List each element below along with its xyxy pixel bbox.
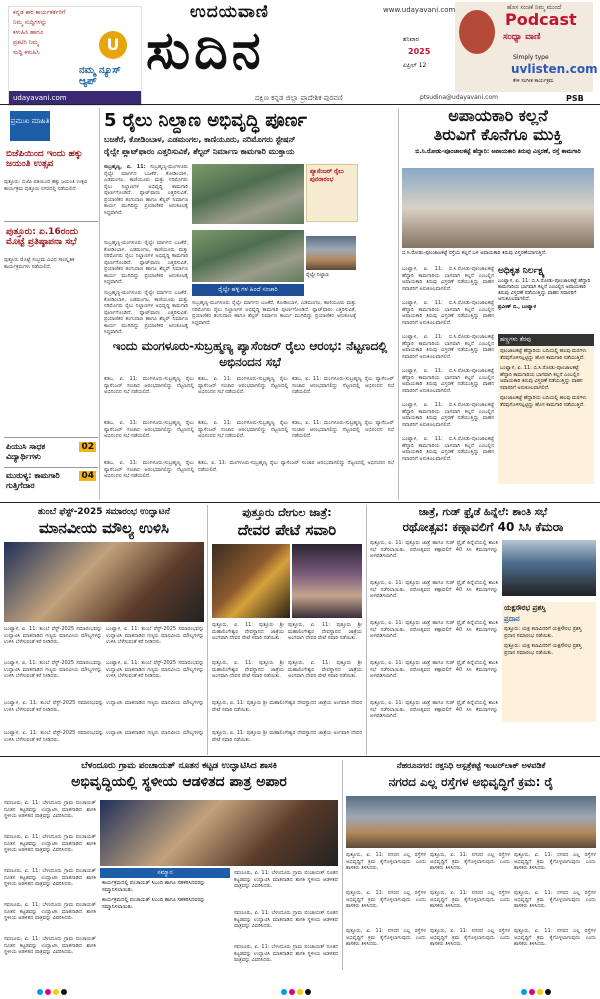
- story3-caption: ಬಿ.ಸಿ.ರೋಡು-ಪೂಂಜಾಲಕಟ್ಟೆ ರಸ್ತೆಯ ಕಲ್ಲನೆ ಬಳಿ ಅಪಾಯಕಾರಿ ತಿರುವು ವಿಸ್ತರಣೆಯಾಗುತ್ತಿದೆ.: [402, 250, 547, 256]
- info-box-text: ಬಂಟ್ವಾಳ, ಏ. 11: ಬಿ.ಸಿ.ರೋಡು-ಪೂಂಜಾಲಕಟ್ಟೆ ಹೆದ್ದಾರಿ ಕಾಮಗಾರಿಯ ಭಾಗವಾಗಿ ಕಲ್ಲನೆ ಎಂಬಲ್ಲಿನ ಅಪಾಯಕಾರಿ ತಿರುವು ವಿಸ್ತರಣೆ ನಡೆಯುತ್ತಿದ್ದು ವಾಹನ ಸವಾರರಿಗೆ ಅನುಕೂಲವಾಗಲಿದೆ.: [500, 365, 583, 391]
- story5-body: ಪುತ್ತೂರು, ಏ. 11: ಪುತ್ತೂರು ಶ್ರೀ ಮಹಾಲಿಂಗೇಶ್ವರ ದೇವಸ್ಥಾನದ ಜಾತ್ರೆಯ ಅಂಗವಾಗಿ ದೇವರ ಪೇಟೆ ಸವಾರಿ ನಡೆಯಿತು.: [288, 622, 362, 641]
- teaser-label: ಪಿಯುಸಿ ಸಾಧಕ ವಿದ್ಯಾರ್ಥಿಗಳು: [6, 442, 46, 461]
- box-text: ಪುತ್ತೂರು: ಯಕ್ಷ ಕಲಾವಿದರಿಗೆ ಯಕ್ಷಸೌರಭ ಪ್ರಶಸ್ತಿ ಪ್ರದಾನ ಸಮಾರಂಭ ನಡೆಯಿತು.: [504, 626, 582, 639]
- story7-body: ಸವಣೂರು, ಏ. 11: ಬೆಳಂದೂರು ಗ್ರಾಮ ಪಂಚಾಯತ್ ನೂತನ ಕಟ್ಟಡವನ್ನು ಉದ್ಘಾಟಿಸಿ ಮಾತನಾಡಿದ ಶಾಸಕಿ ಸ್ಥಳೀಯ ಆಡಳಿತದ ಪಾತ್ರವನ್ನು ವಿವರಿಸಿದರು.: [234, 870, 338, 889]
- divider: [4, 437, 98, 438]
- column-rule: [366, 505, 367, 755]
- ad-brand: udayavani.com: [9, 91, 141, 105]
- story4-body: ಬಂಟ್ವಾಳ, ಏ. 11: ತುಂಬೆ ಫೆಸ್ಟ್-2025 ಸಮಾರಂಭವನ್ನು ಉದ್ಘಾಟಿಸಿ ಮಾತನಾಡಿದ ಗಣ್ಯರು ಮಾನವೀಯ ಮೌಲ್ಯಗಳನ್ನು ಉಳಿಸಿ ಬೆಳೆಸುವಂತೆ ಕರೆ ನೀಡಿದರು.: [106, 626, 204, 645]
- story5-body: ಪುತ್ತೂರು, ಏ. 11: ಪುತ್ತೂರು ಶ್ರೀ ಮಹಾಲಿಂಗೇಶ್ವರ ದೇವಸ್ಥಾನದ ಜಾತ್ರೆಯ ಅಂಗವಾಗಿ ದೇವರ ಪೇಟೆ ಸವಾರಿ ನಡೆಯಿತು.: [212, 660, 284, 679]
- column-rule: [342, 760, 343, 970]
- issue-date: ಏಪ್ರಿಲ್ 12: [403, 62, 427, 69]
- ad-tune: Simply type: [513, 54, 549, 61]
- story8-body: ಪುತ್ತೂರು, ಏ. 11: ನಗರದ ಎಲ್ಲ ರಸ್ತೆಗಳ ಅಭಿವೃದ್ಧಿಗೆ ಕ್ರಮ ಕೈಗೊಳ್ಳಲಾಗುವುದು ಎಂದು ಶಾಸಕರು ತಿಳಿಸಿದರು.: [346, 852, 426, 871]
- issue-year: 2025: [408, 47, 431, 56]
- story3-headline-line: ಅಪಾಯಕಾರಿ ಕಲ್ಲನೆ: [448, 106, 548, 125]
- photo-caption: ರೈಲ್ವೇ ನಿಲ್ದಾಣ: [306, 272, 329, 278]
- story6-body: ಪುತ್ತೂರು, ಏ. 11: ಪುತ್ತೂರು ಜಾತ್ರೆ ಹಾಗೂ ಗುಡ್ ಫ್ರೈಡೆ ಹಿನ್ನೆಲೆಯಲ್ಲಿ ಶಾಂತಿ ಸಭೆ ನಡೆಸಲಾಯಿತು. ರಥೋತ್ಸವದ ಕಣ್ಗಾವಲಿಗೆ 40 ಸಿಸಿ ಕೆಮರಾಗಳನ್ನು ಅಳವಡಿಸಲಾಗಿದೆ.: [370, 580, 498, 599]
- column-rule: [207, 505, 208, 755]
- registration-dots: [36, 980, 68, 999]
- story8-body: ಪುತ್ತೂರು, ಏ. 11: ನಗರದ ಎಲ್ಲ ರಸ್ತೆಗಳ ಅಭಿವೃದ್ಧಿಗೆ ಕ್ರಮ ಕೈಗೊಳ್ಳಲಾಗುವುದು ಎಂದು ಶಾಸಕರು ತಿಳಿಸಿದರು.: [430, 890, 510, 909]
- info-box-head: ಹಣ್ಣಗಳು ತೆರವು: [498, 334, 594, 346]
- ad-line: ಕನ್ನಡ ಕಾರ ಕಾರ್ಯಕರ್ತರಿಗೆ: [13, 9, 66, 16]
- ad-small: ಹೊಸ ಸಂಚಿಕೆ ನಿಮ್ಮ ಮುಂದೆ: [507, 4, 562, 11]
- story3-headline[interactable]: [402, 106, 594, 144]
- registration-dots: [520, 980, 552, 999]
- story8-body: ಪುತ್ತೂರು, ಏ. 11: ನಗರದ ಎಲ್ಲ ರಸ್ತೆಗಳ ಅಭಿವೃದ್ಧಿಗೆ ಕ್ರಮ ಕೈಗೊಳ್ಳಲಾಗುವುದು ಎಂದು ಶಾಸಕರು ತಿಳಿಸಿದರು.: [514, 852, 596, 871]
- column-rule: [99, 108, 100, 500]
- story1-text2: ಸುಬ್ರಹ್ಮಣ್ಯ-ಮಂಗಳೂರು ರೈಲ್ವೇ ಮಾರ್ಗದ ಬಜಕೆರೆ, ಕೋಡಿಂಬಾಳ, ಎಡಮಂಗಲ, ಕಾಣಿಯೂರು ಮತ್ತು ನರಿಮೊಗರು ರೈಲು ನಿಲ್ದಾಣಗಳ ಅಭಿವೃದ್ಧಿ ಕಾಮಗಾರಿ ಪೂರ್ಣಗೊಂಡಿದೆ. ಪ್ಲಾಟ್‌ಫಾರಂ ಎತ್ತರಿಸುವಿಕೆ, ಪ್ರಯಾಣಿಕರ ತಂಗುದಾಣ ಹಾಗೂ ಶೆಲ್ಟರ್ ನಿರ್ಮಾಣ ಕಾರ್ಯ ಮುಗಿದಿದ್ದು ಪ್ರಯಾಣಿಕರ ಅನುಕೂಲಕ್ಕೆ ಸಿದ್ಧವಾಗಿದೆ.: [192, 300, 356, 326]
- sidebar: [2, 107, 98, 502]
- box-text: ಪುತ್ತೂರು: ಯಕ್ಷ ಕಲಾವಿದರಿಗೆ ಯಕ್ಷಸೌರಭ ಪ್ರಶಸ್ತಿ ಪ್ರದಾನ ಸಮಾರಂಭ ನಡೆಯಿತು.: [504, 643, 582, 656]
- edition-code: PSB: [566, 94, 584, 103]
- yakshasourabha-box: [502, 602, 596, 722]
- section-divider: [0, 502, 600, 503]
- story4-body: ಬಂಟ್ವಾಳ, ಏ. 11: ತುಂಬೆ ಫೆಸ್ಟ್-2025 ಸಮಾರಂಭವನ್ನು ಉದ್ಘಾಟಿಸಿ ಮಾತನಾಡಿದ ಗಣ್ಯರು ಮಾನವೀಯ ಮೌಲ್ಯಗಳನ್ನು ಉಳಿಸಿ ಬೆಳೆಸುವಂತೆ ಕರೆ ನೀಡಿದರು.: [106, 660, 204, 679]
- inauguration-photo: [100, 800, 338, 866]
- story2-body: ಕಡಬ, ಏ. 11: ಮಂಗಳೂರು-ಸುಬ್ರಹ್ಮಣ್ಯ ರೈಲು ಪ್ಯಾಸೆಂಜರ್ ಸಂಚಾರ ಆರಂಭವಾಗಲಿದ್ದು ನೆಟ್ಟಣದಲ್ಲಿ ಅಭಿನಂದನ ಸಭೆ ನಡೆಯಲಿದೆ.: [292, 420, 394, 439]
- story6-body: ಪುತ್ತೂರು, ಏ. 11: ಪುತ್ತೂರು ಜಾತ್ರೆ ಹಾಗೂ ಗುಡ್ ಫ್ರೈಡೆ ಹಿನ್ನೆಲೆಯಲ್ಲಿ ಶಾಂತಿ ಸಭೆ ನಡೆಸಲಾಯಿತು. ರಥೋತ್ಸವದ ಕಣ್ಗಾವಲಿಗೆ 40 ಸಿಸಿ ಕೆಮರಾಗಳನ್ನು ಅಳವಡಿಸಲಾಗಿದೆ.: [370, 620, 498, 639]
- story2-body: ಕಡಬ, ಏ. 11: ಮಂಗಳೂರು-ಸುಬ್ರಹ್ಮಣ್ಯ ರೈಲು ಪ್ಯಾಸೆಂಜರ್ ಸಂಚಾರ ಆರಂಭವಾಗಲಿದ್ದು ನೆಟ್ಟಣದಲ್ಲಿ ಅಭಿನಂದನ ಸಭೆ ನಡೆಯಲಿದೆ.: [198, 460, 394, 473]
- story2-body: ಕಡಬ, ಏ. 11: ಮಂಗಳೂರು-ಸುಬ್ರಹ್ಮಣ್ಯ ರೈಲು ಪ್ಯಾಸೆಂಜರ್ ಸಂಚಾರ ಆರಂಭವಾಗಲಿದ್ದು ನೆಟ್ಟಣದಲ್ಲಿ ಅಭಿನಂದನ ಸಭೆ ನಡೆಯಲಿದೆ.: [292, 376, 394, 395]
- railway-photo: [192, 164, 304, 224]
- story4-body: ಬಂಟ್ವಾಳ, ಏ. 11: ತುಂಬೆ ಫೆಸ್ಟ್-2025 ಸಮಾರಂಭವನ್ನು ಉದ್ಘಾಟಿಸಿ ಮಾತನಾಡಿದ ಗಣ್ಯರು ಮಾನವೀಯ ಮೌಲ್ಯಗಳನ್ನು ಉಳಿಸಿ ಬೆಳೆಸುವಂತೆ ಕರೆ ನೀಡಿದರು.: [4, 660, 102, 679]
- story1-byline: ಸುಬ್ರಹ್ಮಣ್ಯ, ಏ. 11:: [104, 164, 146, 170]
- story1-point: ಬಜಕೆರೆ, ಕೋಡಿಂಬಾಳ, ಎಡಮಂಗಲ, ಕಾಣಿಯೂರು, ನರಿಮೊಗರು ಸ್ಟೇಷನ್: [104, 135, 296, 144]
- story1-text3: ಸುಬ್ರಹ್ಮಣ್ಯ-ಮಂಗಳೂರು ರೈಲ್ವೇ ಮಾರ್ಗದ ಬಜಕೆರೆ, ಕೋಡಿಂಬಾಳ, ಎಡಮಂಗಲ, ಕಾಣಿಯೂರು ಮತ್ತು ನರಿಮೊಗರು ರೈಲು ನಿಲ್ದಾಣಗಳ ಅಭಿವೃದ್ಧಿ ಕಾಮಗಾರಿ ಪೂರ್ಣಗೊಂಡಿದೆ. ಪ್ಲಾಟ್‌ಫಾರಂ ಎತ್ತರಿಸುವಿಕೆ, ಪ್ರಯಾಣಿಕರ ತಂಗುದಾಣ ಹಾಗೂ ಶೆಲ್ಟರ್ ನಿರ್ಮಾಣ ಕಾರ್ಯ ಮುಗಿದಿದ್ದು ಪ್ರಯಾಣಿಕರ ಅನುಕೂಲಕ್ಕೆ ಸಿದ್ಧವಾಗಿದೆ.: [104, 240, 188, 285]
- story7-body: ಸವಣೂರು, ಏ. 11: ಬೆಳಂದೂರು ಗ್ರಾಮ ಪಂಚಾಯತ್ ನೂತನ ಕಟ್ಟಡವನ್ನು ಉದ್ಘಾಟಿಸಿ ಮಾತನಾಡಿದ ಶಾಸಕಿ ಸ್ಥಳೀಯ ಆಡಳಿತದ ಪಾತ್ರವನ್ನು ವಿವರಿಸಿದರು.: [4, 936, 96, 955]
- story2-body: ಕಡಬ, ಏ. 11: ಮಂಗಳೂರು-ಸುಬ್ರಹ್ಮಣ್ಯ ರೈಲು ಪ್ಯಾಸೆಂಜರ್ ಸಂಚಾರ ಆರಂಭವಾಗಲಿದ್ದು ನೆಟ್ಟಣದಲ್ಲಿ ಅಭಿನಂದನ ಸಭೆ ನಡೆಯಲಿದೆ.: [104, 420, 194, 439]
- ad-title: ನಮ್ಮ ನ್ಯೂಸ್ ಆ್ಯಪ್: [79, 65, 121, 87]
- story7-body: ಸವಣೂರು, ಏ. 11: ಬೆಳಂದೂರು ಗ್ರಾಮ ಪಂಚಾಯತ್ ನೂತನ ಕಟ್ಟಡವನ್ನು ಉದ್ಘಾಟಿಸಿ ಮಾತನಾಡಿದ ಶಾಸಕಿ ಸ್ಥಳೀಯ ಆಡಳಿತದ ಪಾತ್ರವನ್ನು ವಿವರಿಸಿದರು.: [4, 800, 96, 819]
- registration-dots: [280, 980, 312, 999]
- banner: ರೈಲ್ವೇ ಹಳ್ಳಿ ಗಳ ಹಿಂದೆ ಸಂಚಾರಿ: [192, 284, 304, 296]
- listen-url[interactable]: uvlisten.com: [511, 62, 598, 76]
- story8-kicker: ನೆಹರೂನಗರ: ರಕ್ತನಿಧಿ ಆಸ್ಪತ್ರೆಕಟ್ಟೆ ಇಂಟರ್‌ಲಾಕ್ ಅಳವಡಿಕೆ: [396, 761, 546, 770]
- story7-body: ಸವಣೂರು, ಏ. 11: ಬೆಳಂದೂರು ಗ್ರಾಮ ಪಂಚಾಯತ್ ನೂತನ ಕಟ್ಟಡವನ್ನು ಉದ್ಘಾಟಿಸಿ ಮಾತನಾಡಿದ ಶಾಸಕಿ ಸ್ಥಳೀಯ ಆಡಳಿತದ ಪಾತ್ರವನ್ನು ವಿವರಿಸಿದರು.: [4, 902, 96, 921]
- story7-body: ಸವಣೂರು, ಏ. 11: ಬೆಳಂದೂರು ಗ್ರಾಮ ಪಂಚಾಯತ್ ನೂತನ ಕಟ್ಟಡವನ್ನು ಉದ್ಘಾಟಿಸಿ ಮಾತನಾಡಿದ ಶಾಸಕಿ ಸ್ಥಳೀಯ ಆಡಳಿತದ ಪಾತ್ರವನ್ನು ವಿವರಿಸಿದರು.: [234, 910, 338, 929]
- ad-line: ಪ್ರಕಟಿಸಿ ನಿಮ್ಮ: [13, 39, 39, 46]
- sudina-logo: ಸುದಿನ: [146, 20, 265, 81]
- story6-headline-line: ರಥೋತ್ಸವ: ಕಣ್ಗಾವಲಿಗೆ 40 ಸಿಸಿ ಕೆಮರಾ: [402, 520, 564, 534]
- samman-text: ಕಾರ್ಯಕ್ರಮದಲ್ಲಿ ಪಂಚಾಯತ್ ಸಿಬಂದಿ ಹಾಗೂ ಸಹಕರಿಸಿದವರನ್ನು ಸಮ್ಮಾನಿಸಲಾಯಿತು.: [102, 880, 206, 893]
- story7-kicker: ಬೆಳಂದೂರು ಗ್ರಾಮ ಪಂಚಾಯತ್ ನೂತನ ಕಟ್ಟಡ ಉದ್ಘಾಟಿಸಿದ ಶಾಸಕಿ: [81, 761, 277, 771]
- story8-body: ಪುತ್ತೂರು, ಏ. 11: ನಗರದ ಎಲ್ಲ ರಸ್ತೆಗಳ ಅಭಿವೃದ್ಧಿಗೆ ಕ್ರಮ ಕೈಗೊಳ್ಳಲಾಗುವುದು ಎಂದು ಶಾಸಕರು ತಿಳಿಸಿದರು.: [346, 890, 426, 909]
- ad-news-app[interactable]: [8, 6, 142, 106]
- story3-body: ಬಂಟ್ವಾಳ, ಏ. 11: ಬಿ.ಸಿ.ರೋಡು-ಪೂಂಜಾಲಕಟ್ಟೆ ಹೆದ್ದಾರಿ ಕಾಮಗಾರಿಯ ಭಾಗವಾಗಿ ಕಲ್ಲನೆ ಎಂಬಲ್ಲಿನ ಅಪಾಯಕಾರಿ ತಿರುವು ವಿಸ್ತರಣೆ ನಡೆಯುತ್ತಿದ್ದು ವಾಹನ ಸವಾರರಿಗೆ ಅನುಕೂಲವಾಗಲಿದೆ.: [402, 266, 494, 292]
- police-photo: [502, 540, 596, 596]
- divider: [4, 221, 98, 222]
- samman-text: ಕಾರ್ಯಕ್ರಮದಲ್ಲಿ ಪಂಚಾಯತ್ ಸಿಬಂದಿ ಹಾಗೂ ಸಹಕರಿಸಿದವರನ್ನು ಸಮ್ಮಾನಿಸಲಾಯಿತು.: [102, 897, 206, 910]
- story3-body: ಬಂಟ್ವಾಳ, ಏ. 11: ಬಿ.ಸಿ.ರೋಡು-ಪೂಂಜಾಲಕಟ್ಟೆ ಹೆದ್ದಾರಿ ಕಾಮಗಾರಿಯ ಭಾಗವಾಗಿ ಕಲ್ಲನೆ ಎಂಬಲ್ಲಿನ ಅಪಾಯಕಾರಿ ತಿರುವು ವಿಸ್ತರಣೆ ನಡೆಯುತ್ತಿದ್ದು ವಾಹನ ಸವಾರರಿಗೆ ಅನುಕೂಲವಾಗಲಿದೆ.: [402, 300, 494, 326]
- samman-head: ಸಮ್ಮಾನ: [100, 868, 230, 878]
- teaser-page: 04: [81, 471, 94, 481]
- story7-body: ಸವಣೂರು, ಏ. 11: ಬೆಳಂದೂರು ಗ್ರಾಮ ಪಂಚಾಯತ್ ನೂತನ ಕಟ್ಟಡವನ್ನು ಉದ್ಘಾಟಿಸಿ ಮಾತನಾಡಿದ ಶಾಸಕಿ ಸ್ಥಳೀಯ ಆಡಳಿತದ ಪಾತ್ರವನ್ನು ವಿವರಿಸಿದರು.: [4, 834, 96, 853]
- story6-body: ಪುತ್ತೂರು, ಏ. 11: ಪುತ್ತೂರು ಜಾತ್ರೆ ಹಾಗೂ ಗುಡ್ ಫ್ರೈಡೆ ಹಿನ್ನೆಲೆಯಲ್ಲಿ ಶಾಂತಿ ಸಭೆ ನಡೆಸಲಾಯಿತು. ರಥೋತ್ಸವದ ಕಣ್ಗಾವಲಿಗೆ 40 ಸಿಸಿ ಕೆಮರಾಗಳನ್ನು ಅಳವಡಿಸಲಾಗಿದೆ.: [370, 700, 498, 719]
- contact-email[interactable]: ptsudina@udayavani.com: [420, 94, 498, 101]
- story6-body: ಪುತ್ತೂರು, ಏ. 11: ಪುತ್ತೂರು ಜಾತ್ರೆ ಹಾಗೂ ಗುಡ್ ಫ್ರೈಡೆ ಹಿನ್ನೆಲೆಯಲ್ಲಿ ಶಾಂತಿ ಸಭೆ ನಡೆಸಲಾಯಿತು. ರಥೋತ್ಸವದ ಕಣ್ಗಾವಲಿಗೆ 40 ಸಿಸಿ ಕೆಮರಾಗಳನ್ನು ಅಳವಡಿಸಲಾಗಿದೆ.: [370, 660, 498, 679]
- story1-text: ಸುಬ್ರಹ್ಮಣ್ಯ-ಮಂಗಳೂರು ರೈಲ್ವೇ ಮಾರ್ಗದ ಬಜಕೆರೆ, ಕೋಡಿಂಬಾಳ, ಎಡಮಂಗಲ, ಕಾಣಿಯೂರು ಮತ್ತು ನರಿಮೊಗರು ರೈಲು ನಿಲ್ದಾಣಗಳ ಅಭಿವೃದ್ಧಿ ಕಾಮಗಾರಿ ಪೂರ್ಣಗೊಂಡಿದೆ. ಪ್ಲಾಟ್‌ಫಾರಂ ಎತ್ತರಿಸುವಿಕೆ, ಪ್ರಯಾಣಿಕರ ತಂಗುದಾಣ ಹಾಗೂ ಶೆಲ್ಟರ್ ನಿರ್ಮಾಣ ಕಾರ್ಯ ಮುಗಿದಿದ್ದು ಪ್ರಯಾಣಿಕರ ಅನುಕೂಲಕ್ಕೆ ಸಿದ್ಧವಾಗಿದೆ.: [104, 164, 188, 216]
- site-url[interactable]: www.udayavani.com: [383, 6, 456, 14]
- host-photo: [459, 10, 495, 54]
- story5-body: ಪುತ್ತೂರು, ಏ. 11: ಪುತ್ತೂರು ಶ್ರೀ ಮಹಾಲಿಂಗೇಶ್ವರ ದೇವಸ್ಥಾನದ ಜಾತ್ರೆಯ ಅಂಗವಾಗಿ ದೇವರ ಪೇಟೆ ಸವಾರಿ ನಡೆಯಿತು.: [212, 730, 362, 743]
- story7-body: ಸವಣೂರು, ಏ. 11: ಬೆಳಂದೂರು ಗ್ರಾಮ ಪಂಚಾಯತ್ ನೂತನ ಕಟ್ಟಡವನ್ನು ಉದ್ಘಾಟಿಸಿ ಮಾತನಾಡಿದ ಶಾಸಕಿ ಸ್ಥಳೀಯ ಆಡಳಿತದ ಪಾತ್ರವನ್ನು ವಿವರಿಸಿದರು.: [234, 944, 338, 963]
- story1-body: [104, 164, 188, 216]
- sidebar-head[interactable]: ಪುತ್ತೂರು: ಏ.16ರಂದು ಮೊಟ್ಟೆ ಪ್ರತಿಷ್ಠಾಪನಾ ಸಭೆ: [6, 227, 79, 247]
- story6-headline-line: ಜಾತ್ರೆ, ಗುಡ್ ಫ್ರೈಡೆ ಹಿನ್ನೆಲೆ: ಶಾಂತಿ ಸಭೆ: [418, 507, 548, 518]
- box-head: ಪ್ರದಾನ: [504, 615, 520, 623]
- story5-body: ಪುತ್ತೂರು, ಏ. 11: ಪುತ್ತೂರು ಶ್ರೀ ಮಹಾಲಿಂಗೇಶ್ವರ ದೇವಸ್ಥಾನದ ಜಾತ್ರೆಯ ಅಂಗವಾಗಿ ದೇವರ ಪೇಟೆ ಸವಾರಿ ನಡೆಯಿತು.: [288, 660, 362, 679]
- ad-line: ಸುದ್ದಿ ಕಳುಹಿಸಿ: [13, 49, 40, 56]
- story1-text4: ಸುಬ್ರಹ್ಮಣ್ಯ-ಮಂಗಳೂರು ರೈಲ್ವೇ ಮಾರ್ಗದ ಬಜಕೆರೆ, ಕೋಡಿಂಬಾಳ, ಎಡಮಂಗಲ, ಕಾಣಿಯೂರು ಮತ್ತು ನರಿಮೊಗರು ರೈಲು ನಿಲ್ದಾಣಗಳ ಅಭಿವೃದ್ಧಿ ಕಾಮಗಾರಿ ಪೂರ್ಣಗೊಂಡಿದೆ. ಪ್ಲಾಟ್‌ಫಾರಂ ಎತ್ತರಿಸುವಿಕೆ, ಪ್ರಯಾಣಿಕರ ತಂಗುದಾಣ ಹಾಗೂ ಶೆಲ್ಟರ್ ನಿರ್ಮಾಣ ಕಾರ್ಯ ಮುಗಿದಿದ್ದು ಪ್ರಯಾಣಿಕರ ಅನುಕೂಲಕ್ಕೆ ಸಿದ್ಧವಾಗಿದೆ.: [104, 290, 188, 335]
- teaser-link[interactable]: [6, 442, 96, 461]
- samman-box: [100, 868, 230, 968]
- story4-headline[interactable]: ಮಾನವೀಯ ಮೌಲ್ಯ ಉಳಿಸಿ: [38, 519, 170, 537]
- quote-author: ಪ್ರವೀಣ್ ಬಿ., ಬಂಟ್ವಾಳ: [498, 304, 537, 310]
- story1-points: [104, 134, 394, 158]
- story3-body: ಬಂಟ್ವಾಳ, ಏ. 11: ಬಿ.ಸಿ.ರೋಡು-ಪೂಂಜಾಲಕಟ್ಟೆ ಹೆದ್ದಾರಿ ಕಾಮಗಾರಿಯ ಭಾಗವಾಗಿ ಕಲ್ಲನೆ ಎಂಬಲ್ಲಿನ ಅಪಾಯಕಾರಿ ತಿರುವು ವಿಸ್ತರಣೆ ನಡೆಯುತ್ತಿದ್ದು ವಾಹನ ಸವಾರರಿಗೆ ಅನುಕೂಲವಾಗಲಿದೆ.: [402, 334, 494, 360]
- story6-headline[interactable]: [370, 506, 596, 534]
- section-divider: [0, 756, 600, 757]
- story8-body: ಪುತ್ತೂರು, ಏ. 11: ನಗರದ ಎಲ್ಲ ರಸ್ತೆಗಳ ಅಭಿವೃದ್ಧಿಗೆ ಕ್ರಮ ಕೈಗೊಳ್ಳಲಾಗುವುದು ಎಂದು ಶಾಸಕರು ತಿಳಿಸಿದರು.: [430, 852, 510, 871]
- event-photo: [4, 542, 204, 622]
- story8-headline[interactable]: ನಗರದ ಎಲ್ಲ ರಸ್ತೆಗಳ ಅಭಿವೃದ್ಧಿಗೆ ಕ್ರಮ: ರೈ: [388, 775, 554, 789]
- ad-podcast[interactable]: [455, 2, 598, 92]
- story5-body: ಪುತ್ತೂರು, ಏ. 11: ಪುತ್ತೂರು ಶ್ರೀ ಮಹಾಲಿಂಗೇಶ್ವರ ದೇವಸ್ಥಾನದ ಜಾತ್ರೆಯ ಅಂಗವಾಗಿ ದೇವರ ಪೇಟೆ ಸವಾರಿ ನಡೆಯಿತು.: [212, 700, 362, 713]
- ad-line: ಕಳುಹಿಸಿ ಹಾಗೂ: [13, 29, 44, 36]
- story1-headline[interactable]: 5 ರೈಲು ನಿಲ್ದಾಣ ಅಭಿವೃದ್ಧಿ ಪೂರ್ಣ: [104, 110, 307, 131]
- podcast-label: Podcast: [505, 10, 577, 29]
- tagline: ದಕ್ಷಿಣ ಕನ್ನಡ ಜಿಲ್ಲಾ ಪ್ರಾದೇಶಿಕ ಪುರವಣಿ: [255, 94, 343, 102]
- story5-kicker: ಪುತ್ತೂರು ದೇಗುಲ ಜಾತ್ರೆ:: [242, 506, 332, 519]
- story8-body: ಪುತ್ತೂರು, ಏ. 11: ನಗರದ ಎಲ್ಲ ರಸ್ತೆಗಳ ಅಭಿವೃದ್ಧಿಗೆ ಕ್ರಮ ಕೈಗೊಳ್ಳಲಾಗುವುದು ಎಂದು ಶಾಸಕರು ತಿಳಿಸಿದರು.: [514, 928, 596, 947]
- info-box-text: ಪೂಂಜಾಲಕಟ್ಟೆ ಹೆದ್ದಾರಿಯ ಬದಿಯಲ್ಲಿ ಹಲವು ಮರಗಳು ತೆರವುಗೊಳಿಸಲ್ಪಟ್ಟಿದ್ದು ಹೊಸ ಕಾಮಗಾರಿ ನಡೆಯುತ್ತಿದೆ.: [500, 395, 587, 408]
- udayavani-logo-icon: U: [99, 31, 127, 59]
- story2-body: ಕಡಬ, ಏ. 11: ಮಂಗಳೂರು-ಸುಬ್ರಹ್ಮಣ್ಯ ರೈಲು ಪ್ಯಾಸೆಂಜರ್ ಸಂಚಾರ ಆರಂಭವಾಗಲಿದ್ದು ನೆಟ್ಟಣದಲ್ಲಿ ಅಭಿನಂದನ ಸಭೆ ನಡೆಯಲಿದೆ.: [104, 460, 194, 479]
- issue-day: ಶನಿವಾರ: [403, 36, 419, 43]
- sidebar-head[interactable]: ಬಿಜೆಪಿಯಿಂದ ಇಂದು ಹಕ್ಕು ಜಯಂತಿ ಉತ್ಸವ: [6, 149, 83, 169]
- story7-body: ಸವಣೂರು, ಏ. 11: ಬೆಳಂದೂರು ಗ್ರಾಮ ಪಂಚಾಯತ್ ನೂತನ ಕಟ್ಟಡವನ್ನು ಉದ್ಘಾಟಿಸಿ ಮಾತನಾಡಿದ ಶಾಸಕಿ ಸ್ಥಳೀಯ ಆಡಳಿತದ ಪಾತ್ರವನ್ನು ವಿವರಿಸಿದರು.: [4, 868, 96, 887]
- quote-head: ಅಧಿಕೃತ ನಿರ್ಲಕ್ಷ್ಯ: [498, 266, 545, 276]
- ad-line: ನಿಮ್ಮ ಸುದ್ದಿಗಳನ್ನು: [13, 19, 47, 26]
- story2-body: ಕಡಬ, ಏ. 11: ಮಂಗಳೂರು-ಸುಬ್ರಹ್ಮಣ್ಯ ರೈಲು ಪ್ಯಾಸೆಂಜರ್ ಸಂಚಾರ ಆರಂಭವಾಗಲಿದ್ದು ನೆಟ್ಟಣದಲ್ಲಿ ಅಭಿನಂದನ ಸಭೆ ನಡೆಯಲಿದೆ.: [198, 376, 288, 395]
- sidebar-badge: ಪ್ರಮುಖ ಮಾಹಿತಿ: [10, 111, 50, 141]
- ad-sub: ಕೇಳಿ ಸಂಗೀತ ಕಾರ್ಯಕ್ರಮ: [513, 78, 554, 84]
- story3-body: ಬಂಟ್ವಾಳ, ಏ. 11: ಬಿ.ಸಿ.ರೋಡು-ಪೂಂಜಾಲಕಟ್ಟೆ ಹೆದ್ದಾರಿ ಕಾಮಗಾರಿಯ ಭಾಗವಾಗಿ ಕಲ್ಲನೆ ಎಂಬಲ್ಲಿನ ಅಪಾಯಕಾರಿ ತಿರುವು ವಿಸ್ತರಣೆ ನಡೆಯುತ್ತಿದ್ದು ವಾಹನ ಸವಾರರಿಗೆ ಅನುಕೂಲವಾಗಲಿದೆ.: [402, 436, 494, 462]
- procession-photo: [212, 544, 290, 618]
- highlight-box: [306, 164, 358, 222]
- story4-body: ಬಂಟ್ವಾಳ, ಏ. 11: ತುಂಬೆ ಫೆಸ್ಟ್-2025 ಸಮಾರಂಭವನ್ನು ಉದ್ಘಾಟಿಸಿ ಮಾತನಾಡಿದ ಗಣ್ಯರು ಮಾನವೀಯ ಮೌಲ್ಯಗಳನ್ನು ಉಳಿಸಿ ಬೆಳೆಸುವಂತೆ ಕರೆ ನೀಡಿದರು.: [4, 730, 204, 743]
- story3-subhead: ಬಿ.ಸಿ.ರೋಡು-ಪೂಂಜಾಲಕಟ್ಟೆ ಹೆದ್ದಾರಿ: ಅಪಾಯಕಾರಿ ತಿರುವು ವಿಸ್ತರಣೆ, ರಸ್ತೆ ಕಾಮಗಾರಿ: [415, 148, 581, 155]
- box-head: ಯಕ್ಷಸೌರಭ ಪ್ರಶಸ್ತಿ: [504, 604, 546, 612]
- brand-name: ಉದಯವಾಣಿ: [190, 2, 269, 22]
- print-registration-marks: [0, 976, 600, 993]
- masthead-divider: [0, 104, 600, 105]
- teaser-page: 02: [81, 442, 94, 452]
- divider: [4, 467, 98, 468]
- story7-headline[interactable]: ಅಭಿವೃದ್ಧಿಯಲ್ಲಿ ಸ್ಥಳೀಯ ಆಡಳಿತದ ಪಾತ್ರ ಅಪಾರ: [71, 774, 287, 790]
- railway-photo: [192, 230, 304, 282]
- story8-body: ಪುತ್ತೂರು, ಏ. 11: ನಗರದ ಎಲ್ಲ ರಸ್ತೆಗಳ ಅಭಿವೃದ್ಧಿಗೆ ಕ್ರಮ ಕೈಗೊಳ್ಳಲಾಗುವುದು ಎಂದು ಶಾಸಕರು ತಿಳಿಸಿದರು.: [346, 928, 426, 947]
- show-name: ಸಂಧ್ಯಾ ವಾಣಿ: [503, 32, 541, 42]
- story2-body: ಕಡಬ, ಏ. 11: ಮಂಗಳೂರು-ಸುಬ್ರಹ್ಮಣ್ಯ ರೈಲು ಪ್ಯಾಸೆಂಜರ್ ಸಂಚಾರ ಆರಂಭವಾಗಲಿದ್ದು ನೆಟ್ಟಣದಲ್ಲಿ ಅಭಿನಂದನ ಸಭೆ ನಡೆಯಲಿದೆ.: [104, 376, 194, 395]
- quote-text: ಬಂಟ್ವಾಳ, ಏ. 11: ಬಿ.ಸಿ.ರೋಡು-ಪೂಂಜಾಲಕಟ್ಟೆ ಹೆದ್ದಾರಿ ಕಾಮಗಾರಿಯ ಭಾಗವಾಗಿ ಕಲ್ಲನೆ ಎಂಬಲ್ಲಿನ ಅಪಾಯಕಾರಿ ತಿರುವು ವಿಸ್ತರಣೆ ನಡೆಯುತ್ತಿದ್ದು ವಾಹನ ಸವಾರರಿಗೆ ಅನುಕೂಲವಾಗಲಿದೆ.: [498, 278, 591, 302]
- story3-body: ಬಂಟ್ವಾಳ, ಏ. 11: ಬಿ.ಸಿ.ರೋಡು-ಪೂಂಜಾಲಕಟ್ಟೆ ಹೆದ್ದಾರಿ ಕಾಮಗಾರಿಯ ಭಾಗವಾಗಿ ಕಲ್ಲನೆ ಎಂಬಲ್ಲಿನ ಅಪಾಯಕಾರಿ ತಿರುವು ವಿಸ್ತರಣೆ ನಡೆಯುತ್ತಿದ್ದು ವಾಹನ ಸವಾರರಿಗೆ ಅನುಕೂಲವಾಗಲಿದೆ.: [402, 368, 494, 394]
- sidebar-text: ಪುತ್ತೂರು ಮೊಟ್ಟೆ ಸಂಭ್ರಮ ವಿವಿಧ ಸಾಂಸ್ಕೃತಿಕ ಕಾರ್ಯಕ್ರಮಗಳು ನಡೆಯಲಿದೆ.: [4, 257, 75, 270]
- quote-box: [498, 266, 594, 328]
- highlight-text: ಪ್ಯಾಸೆಂಜರ್ ರೈಲು ಪುನರಾರಂಭ: [310, 168, 344, 183]
- story4-body: ಬಂಟ್ವಾಳ, ಏ. 11: ತುಂಬೆ ಫೆಸ್ಟ್-2025 ಸಮಾರಂಭವನ್ನು ಉದ್ಘಾಟಿಸಿ ಮಾತನಾಡಿದ ಗಣ್ಯರು ಮಾನವೀಯ ಮೌಲ್ಯಗಳನ್ನು ಉಳಿಸಿ ಬೆಳೆಸುವಂತೆ ಕರೆ ನೀಡಿದರು.: [4, 700, 204, 713]
- station-photo: [306, 236, 356, 270]
- info-box: [498, 334, 594, 484]
- story3-headline-line: ತಿರುವಿಗೆ ಕೊನೆಗೂ ಮುಕ್ತಿ: [433, 125, 563, 144]
- story5-headline[interactable]: ದೇವರ ಪೇಟೆ ಸವಾರಿ: [237, 521, 337, 539]
- info-box-text: ಪೂಂಜಾಲಕಟ್ಟೆ ಹೆದ್ದಾರಿಯ ಬದಿಯಲ್ಲಿ ಹಲವು ಮರಗಳು ತೆರವುಗೊಳಿಸಲ್ಪಟ್ಟಿದ್ದು ಹೊಸ ಕಾಮಗಾರಿ ನಡೆಯುತ್ತಿದೆ.: [500, 348, 587, 361]
- story6-body: ಪುತ್ತೂರು, ಏ. 11: ಪುತ್ತೂರು ಜಾತ್ರೆ ಹಾಗೂ ಗುಡ್ ಫ್ರೈಡೆ ಹಿನ್ನೆಲೆಯಲ್ಲಿ ಶಾಂತಿ ಸಭೆ ನಡೆಸಲಾಯಿತು. ರಥೋತ್ಸವದ ಕಣ್ಗಾವಲಿಗೆ 40 ಸಿಸಿ ಕೆಮರಾಗಳನ್ನು ಅಳವಡಿಸಲಾಗಿದೆ.: [370, 540, 498, 559]
- story2-headline[interactable]: ಇಂದು ಮಂಗಳೂರು-ಸುಬ್ರಹ್ಮಣ್ಯ ಪ್ಯಾಸೆಂಜರ್ ರೈಲು ಆರಂಭ: ನೆಟ್ಟಣದಲ್ಲಿ ಅಭಿನಂದನ ಸಭೆ: [112, 339, 388, 369]
- road-inauguration-photo: [346, 796, 596, 848]
- story4-body: ಬಂಟ್ವಾಳ, ಏ. 11: ತುಂಬೆ ಫೆಸ್ಟ್-2025 ಸಮಾರಂಭವನ್ನು ಉದ್ಘಾಟಿಸಿ ಮಾತನಾಡಿದ ಗಣ್ಯರು ಮಾನವೀಯ ಮೌಲ್ಯಗಳನ್ನು ಉಳಿಸಿ ಬೆಳೆಸುವಂತೆ ಕರೆ ನೀಡಿದರು.: [4, 626, 102, 645]
- story8-body: ಪುತ್ತೂರು, ಏ. 11: ನಗರದ ಎಲ್ಲ ರಸ್ತೆಗಳ ಅಭಿವೃದ್ಧಿಗೆ ಕ್ರಮ ಕೈಗೊಳ್ಳಲಾಗುವುದು ಎಂದು ಶಾಸಕರು ತಿಳಿಸಿದರು.: [514, 890, 596, 909]
- story5-body: ಪುತ್ತೂರು, ಏ. 11: ಪುತ್ತೂರು ಶ್ರೀ ಮಹಾಲಿಂಗೇಶ್ವರ ದೇವಸ್ಥಾನದ ಜಾತ್ರೆಯ ಅಂಗವಾಗಿ ದೇವರ ಪೇಟೆ ಸವಾರಿ ನಡೆಯಿತು.: [212, 622, 284, 641]
- story8-body: ಪುತ್ತೂರು, ಏ. 11: ನಗರದ ಎಲ್ಲ ರಸ್ತೆಗಳ ಅಭಿವೃದ್ಧಿಗೆ ಕ್ರಮ ಕೈಗೊಳ್ಳಲಾಗುವುದು ಎಂದು ಶಾಸಕರು ತಿಳಿಸಿದರು.: [430, 928, 510, 947]
- teaser-link[interactable]: [6, 471, 96, 490]
- story2-body: ಕಡಬ, ಏ. 11: ಮಂಗಳೂರು-ಸುಬ್ರಹ್ಮಣ್ಯ ರೈಲು ಪ್ಯಾಸೆಂಜರ್ ಸಂಚಾರ ಆರಂಭವಾಗಲಿದ್ದು ನೆಟ್ಟಣದಲ್ಲಿ ಅಭಿನಂದನ ಸಭೆ ನಡೆಯಲಿದೆ.: [198, 420, 288, 439]
- sidebar-text: ಪುತ್ತೂರು: ಬಿಜೆಪಿ ವತಿಯಿಂದ ಹಕ್ಕು ಜಯಂತಿ ಉತ್ಸವ ಕಾರ್ಯಕ್ರಮ ಪುತ್ತೂರು ನಗರದಲ್ಲಿ ನಡೆಯಲಿದೆ.: [4, 179, 88, 192]
- road-photo: [402, 168, 594, 248]
- story1-point: ರೈಲ್ವೇ ಪ್ಲಾಟ್‌ಫಾರಂ ಎತ್ತರಿಸುವಿಕೆ, ಶೆಲ್ಟರ್ ನಿರ್ಮಾಣ ಕಾಮಗಾರಿ ಮುಕ್ತಾಯ: [104, 147, 295, 156]
- story4-kicker: ತುಂಬೆ ಫೆಸ್ಟ್-2025 ಸಮಾರಂಭ ಉದ್ಘಾಟನೆ: [37, 507, 171, 517]
- temple-photo: [292, 544, 362, 618]
- column-rule: [398, 108, 399, 500]
- teaser-label: ಮುರುಳ್ಯ: ಕಾಮಗಾರಿ ಗುತ್ತಿಗೆದಾರ: [6, 471, 60, 490]
- story3-body: ಬಂಟ್ವಾಳ, ಏ. 11: ಬಿ.ಸಿ.ರೋಡು-ಪೂಂಜಾಲಕಟ್ಟೆ ಹೆದ್ದಾರಿ ಕಾಮಗಾರಿಯ ಭಾಗವಾಗಿ ಕಲ್ಲನೆ ಎಂಬಲ್ಲಿನ ಅಪಾಯಕಾರಿ ತಿರುವು ವಿಸ್ತರಣೆ ನಡೆಯುತ್ತಿದ್ದು ವಾಹನ ಸವಾರರಿಗೆ ಅನುಕೂಲವಾಗಲಿದೆ.: [402, 402, 494, 428]
